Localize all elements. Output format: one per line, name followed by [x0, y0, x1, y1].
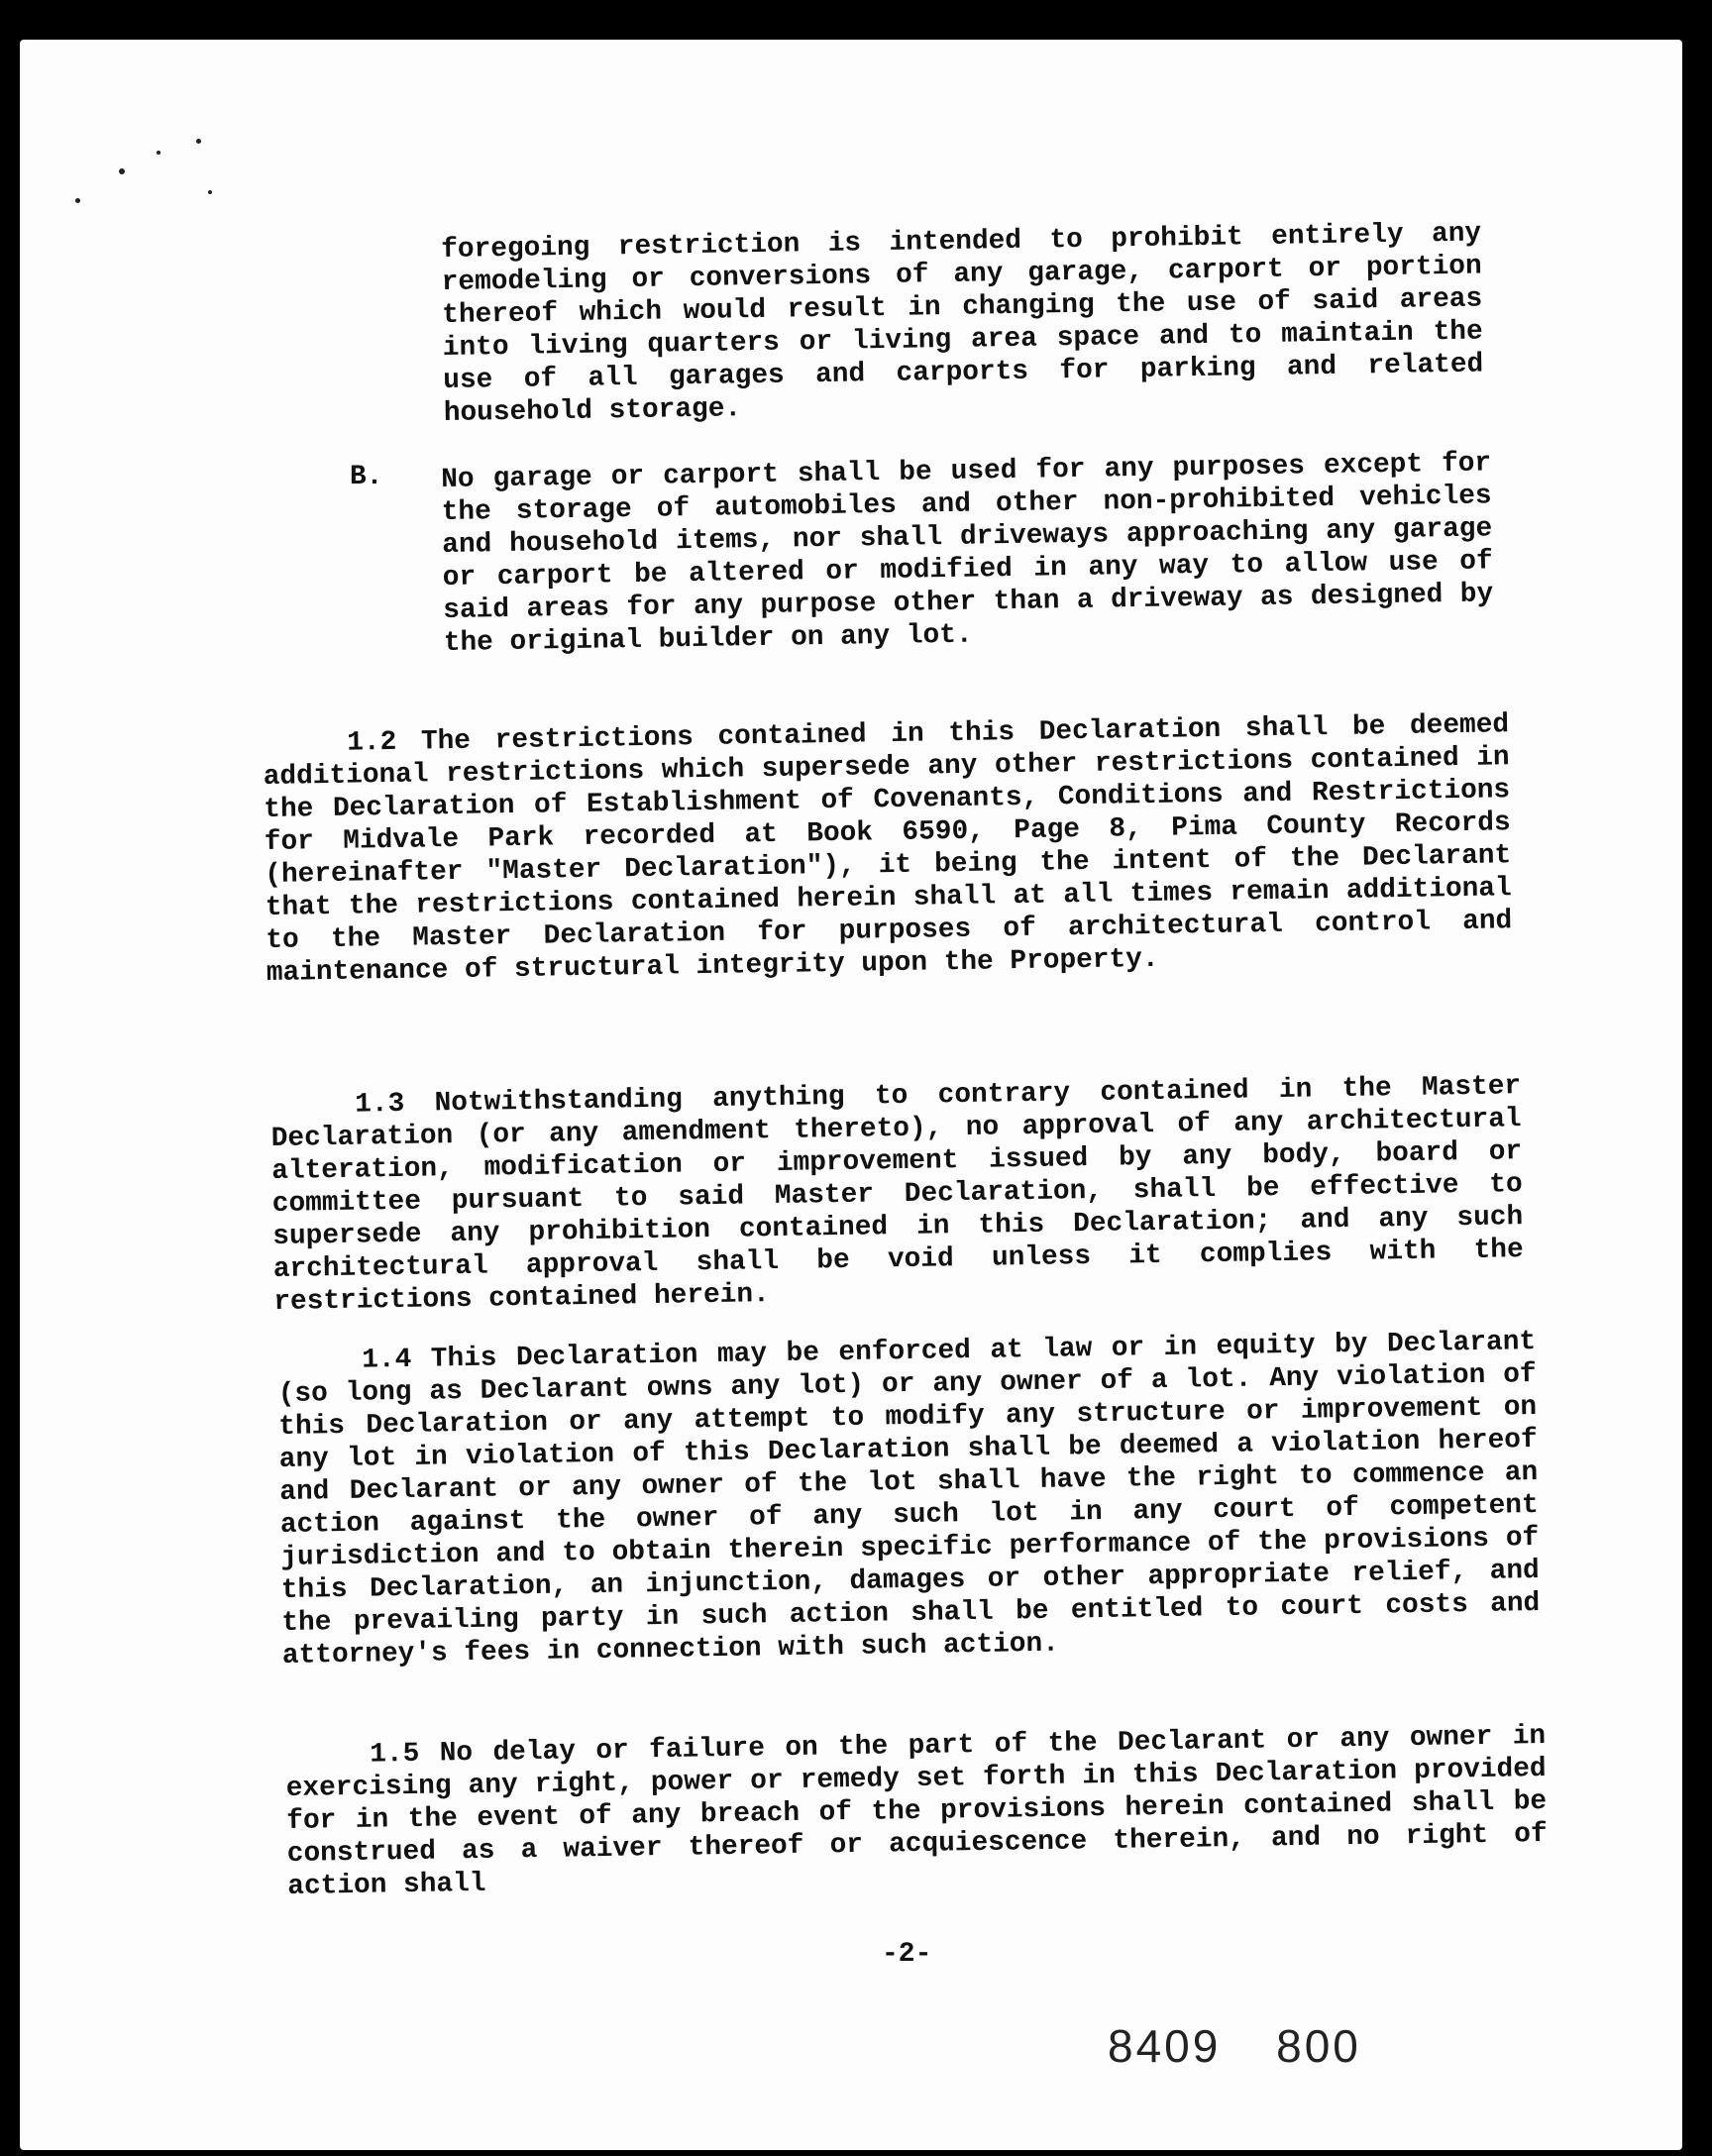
section-b-paragraph: No garage or carport shall be used for any purposes except for the storage of automobiles and other non-prohibited vehicles and household items, nor shall driveways approaching any garage or carport be altered or modified in any way to allow use of said areas for any purpose other than a driveway as designed by the original builder on any lot. [441, 448, 1494, 659]
scan-speck [119, 168, 125, 174]
section-1-5-paragraph: 1.5 No delay or failure on the part of the Declarant or any owner in exercising any right, power or remedy set forth in this Declaration provided for in the event of any breach of the provisions herein contained shall be construed as a waiver thereof or acquiescence therein, and no right of action shall [285, 1721, 1548, 1902]
section-b-label: B. [350, 462, 383, 492]
scan-speck [208, 190, 212, 194]
foregoing-restriction-paragraph: foregoing restriction is intended to prohibit entirely any remodeling or conversions of any garage, carport or portion thereof which would result in changing the use of said areas into living quarters or living area space and to maintain the use of all garages and carports for parking and related household storage. [441, 218, 1484, 429]
scan-speck [75, 198, 80, 203]
page-number: -2- [882, 1939, 932, 1970]
document-page [20, 40, 1682, 2150]
scan-speck [196, 139, 201, 144]
section-1-2-paragraph: 1.2 The restrictions contained in this Declaration shall be deemed additional restrictions which supersede any other restrictions contained in the Declaration of Establishment of Covenants, Conditions and Restrictions for Midvale Park recorded at Book 6590, Page 8, Pima County Records (hereinafter "Master Declaration"), it being the intent of the Declarant that the restrictions contained herein shall at all times remain additional to the Master Declaration for purposes of architectural control and maintenance of structural integrity upon the Property. [263, 709, 1513, 989]
recording-stamp: 8409 800 [1108, 2020, 1361, 2072]
section-1-3-paragraph: 1.3 Notwithstanding anything to contrary contained in the Master Declaration (or any amendment thereto), no approval of any architectural alteration, modification or improvement issued by any body, board or committee pursuant to said Master Declaration, shall be effective to supersede any prohibition contained in this Declaration; and any such architectural approval shall be void unless it complies with the restrictions contained herein. [270, 1071, 1524, 1318]
scan-speck [157, 151, 160, 155]
section-1-4-paragraph: 1.4 This Declaration may be enforced at law or in equity by Declarant (so long as Declarant owns any lot) or any owner of a lot. Any violation of this Declaration or any attempt to modify any structure or improvement on any lot in violation of this Declaration shall be deemed a violation hereof and Declarant or any owner of the lot shall have the right to commence an action against the owner of any such lot in any court of competent jurisdiction and to obtain therein specific performance of the provisions of this Declaration, an injunction, damages or other appropriate relief, and the prevailing party in such action shall be entitled to court costs and attorney's fees in connection with such action. [277, 1327, 1541, 1671]
